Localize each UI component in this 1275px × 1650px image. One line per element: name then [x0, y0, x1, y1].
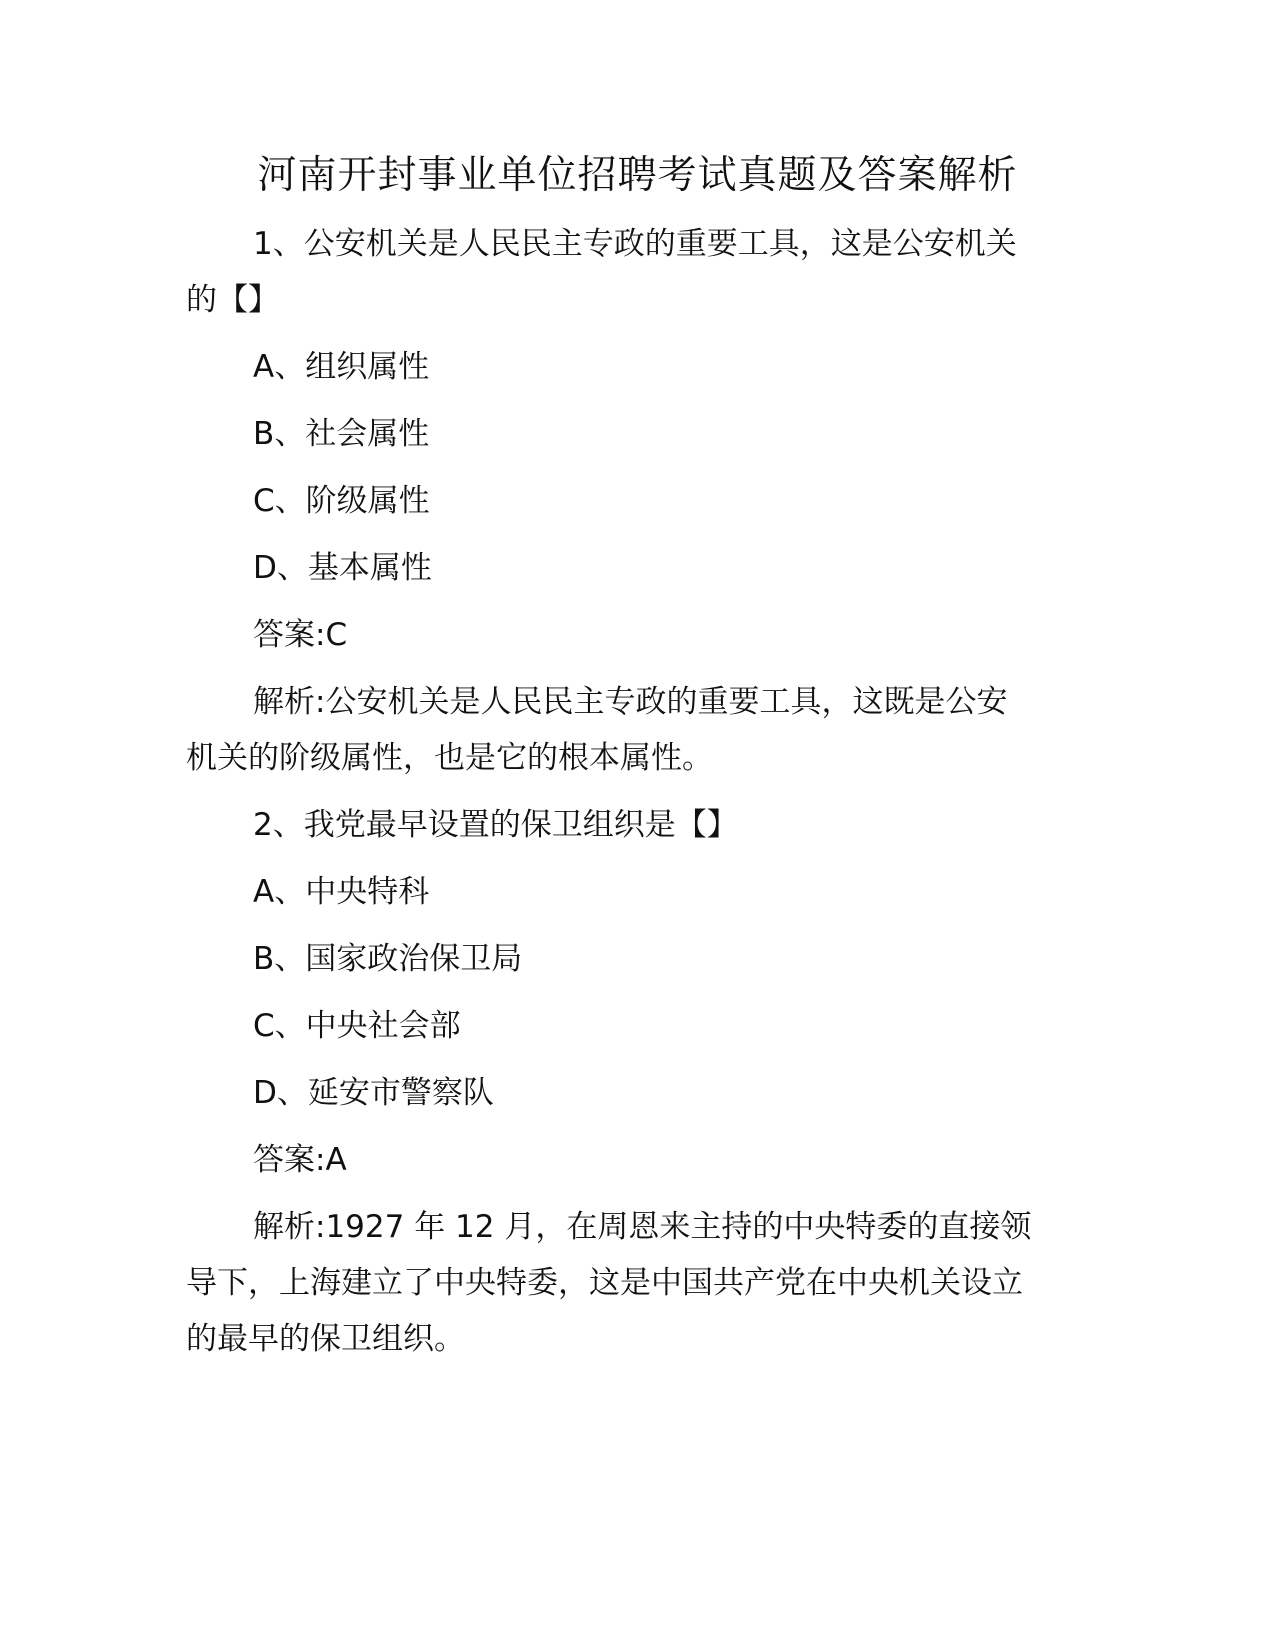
- question-1-answer: 答案:C: [253, 617, 348, 653]
- question-1-analysis-line-1: 解析:公安机关是人民民主专政的重要工具，这既是公安: [253, 684, 1008, 720]
- question-2-option-d: D、延安市警察队: [253, 1075, 494, 1111]
- question-1-option-d: D、基本属性: [253, 550, 432, 586]
- question-2-option-a: A、中央特科: [253, 874, 430, 910]
- question-1-option-a: A、组织属性: [253, 349, 430, 385]
- question-2-analysis-line-3: 的最早的保卫组织。: [186, 1321, 465, 1357]
- question-2-option-b: B、国家政治保卫局: [253, 941, 523, 977]
- page-title: 河南开封事业单位招聘考试真题及答案解析: [257, 153, 1018, 198]
- question-1-option-c: C、阶级属性: [253, 483, 430, 519]
- question-1-stem-line-1: 1、公安机关是人民民主专政的重要工具，这是公安机关: [253, 226, 1017, 262]
- question-1-stem-line-2: 的【】: [186, 282, 279, 318]
- question-2-analysis-line-1: 解析:1927 年 12 月，在周恩来主持的中央特委的直接领: [253, 1209, 1032, 1245]
- question-2-answer: 答案:A: [253, 1142, 347, 1178]
- question-2-option-c: C、中央社会部: [253, 1008, 461, 1044]
- question-2-stem: 2、我党最早设置的保卫组织是【】: [253, 807, 738, 843]
- question-1-option-b: B、社会属性: [253, 416, 430, 452]
- question-1-analysis-line-2: 机关的阶级属性，也是它的根本属性。: [186, 740, 713, 776]
- question-2-analysis-line-2: 导下，上海建立了中央特委，这是中国共产党在中央机关设立: [186, 1265, 1023, 1301]
